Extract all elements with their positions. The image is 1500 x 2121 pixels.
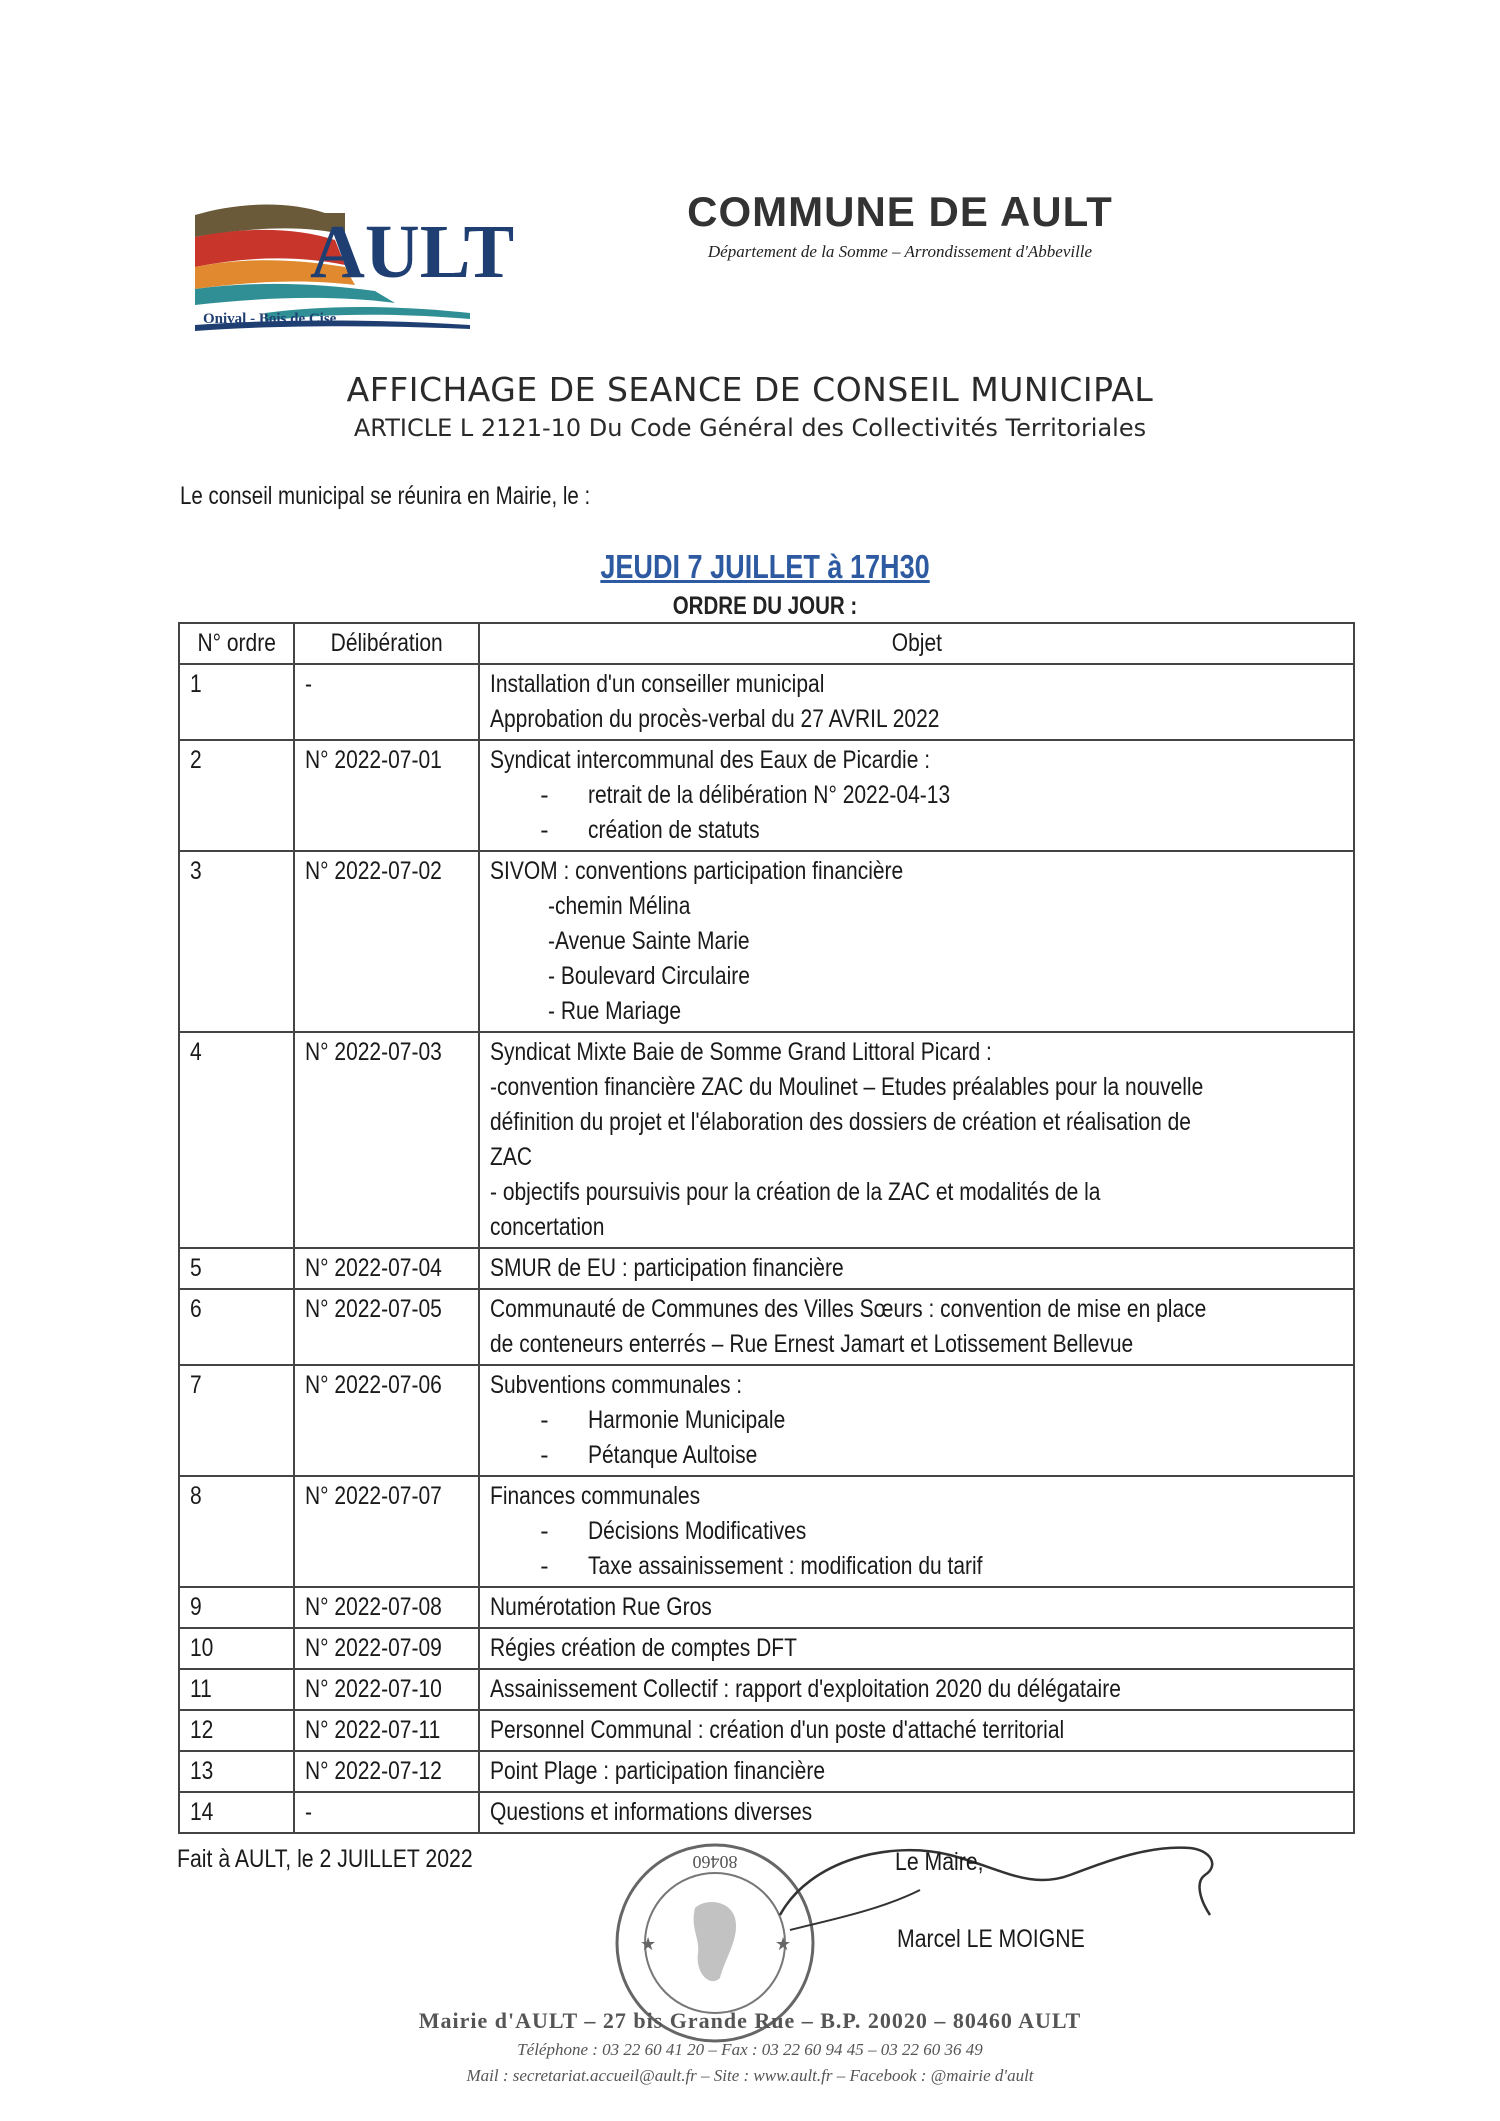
table-header-row <box>179 623 1354 664</box>
table-row <box>179 1289 1354 1365</box>
object-line: SMUR de EU : participation financière <box>490 1254 844 1282</box>
agenda-table <box>178 622 1355 1834</box>
cell-object <box>479 1476 1354 1587</box>
object-line: Point Plage : participation financière <box>490 1757 826 1785</box>
cell-deliberation: N° 2022-07-10 <box>294 1669 479 1710</box>
cell-object <box>479 851 1354 1032</box>
table-row <box>179 1248 1354 1289</box>
table-row <box>179 1032 1354 1248</box>
table-row <box>179 1365 1354 1476</box>
object-line: Régies création de comptes DFT <box>490 1634 798 1662</box>
logo-subtitle: Onival - Bois de Cise <box>203 311 337 327</box>
object-line: - Rue Mariage <box>548 997 682 1025</box>
cell-object <box>479 664 1354 740</box>
object-line: - Décisions Modificatives <box>540 1517 807 1545</box>
object-line: Finances communales <box>490 1482 701 1510</box>
cell-object <box>479 1365 1354 1476</box>
object-line: - création de statuts <box>540 816 760 844</box>
object-line: - Boulevard Circulaire <box>548 962 751 990</box>
cell-number: 5 <box>179 1248 294 1289</box>
cell-number: 7 <box>179 1365 294 1476</box>
cell-number: 11 <box>179 1669 294 1710</box>
cell-number: 3 <box>179 851 294 1032</box>
cell-object <box>479 1289 1354 1365</box>
table-row <box>179 1751 1354 1792</box>
footer-phone: Téléphone : 03 22 60 41 20 – Fax : 03 22 60 94 45 – 03 22 60 36 49 <box>517 2040 983 2059</box>
object-line: ZAC <box>490 1143 533 1171</box>
object-line: SIVOM : conventions participation financière <box>490 857 904 885</box>
cell-object <box>479 1587 1354 1628</box>
cell-object <box>479 740 1354 851</box>
table-row <box>179 1669 1354 1710</box>
cell-object <box>479 1248 1354 1289</box>
object-line: - Harmonie Municipale <box>540 1406 786 1434</box>
intro-text: Le conseil municipal se réunira en Mairie, le : <box>180 482 591 510</box>
object-line: Numérotation Rue Gros <box>490 1593 713 1621</box>
cell-number: 13 <box>179 1751 294 1792</box>
object-line: -chemin Mélina <box>548 892 691 920</box>
footer-contact: Mail : secretariat.accueil@ault.fr – Site : www.ault.fr – Facebook : @mairie d'ault <box>466 2066 1034 2085</box>
meeting-date: JEUDI 7 JUILLET à 17H30 <box>600 548 930 585</box>
stamp-text: 80460 <box>692 1852 738 1872</box>
cell-number: 1 <box>179 664 294 740</box>
object-line: -convention financière ZAC du Moulinet – Etudes préalables pour la nouvelle <box>490 1073 1204 1101</box>
cell-number: 14 <box>179 1792 294 1833</box>
cell-deliberation: - <box>294 1792 479 1833</box>
cell-deliberation: N° 2022-07-07 <box>294 1476 479 1587</box>
header-cell-deliberation: Délibération <box>294 623 479 664</box>
cell-deliberation: N° 2022-07-12 <box>294 1751 479 1792</box>
table-row <box>179 1587 1354 1628</box>
logo-text: AULT <box>310 210 515 294</box>
commune-title: COMMUNE DE AULT <box>687 188 1113 235</box>
document-title: AFFICHAGE DE SEANCE DE CONSEIL MUNICIPAL <box>346 370 1154 409</box>
object-line: - retrait de la délibération N° 2022-04-13 <box>540 781 951 809</box>
object-line: Syndicat Mixte Baie de Somme Grand Littoral Picard : <box>490 1038 993 1066</box>
cell-object <box>479 1032 1354 1248</box>
cell-deliberation: N° 2022-07-06 <box>294 1365 479 1476</box>
object-line: concertation <box>490 1213 605 1241</box>
cell-object <box>479 1669 1354 1710</box>
cell-number: 4 <box>179 1032 294 1248</box>
cell-number: 8 <box>179 1476 294 1587</box>
object-line: Personnel Communal : création d'un poste d'attaché territorial <box>490 1716 1065 1744</box>
agenda-heading: ORDRE DU JOUR : <box>672 592 858 620</box>
header-cell-number: N° ordre <box>179 623 294 664</box>
cell-number: 6 <box>179 1289 294 1365</box>
object-line: - Pétanque Aultoise <box>540 1441 758 1469</box>
svg-text:★: ★ <box>775 1934 792 1954</box>
agenda-body <box>179 664 1354 1833</box>
cell-deliberation: N° 2022-07-05 <box>294 1289 479 1365</box>
cell-object <box>479 1710 1354 1751</box>
document-subtitle: ARTICLE L 2121-10 Du Code Général des Collectivités Territoriales <box>353 414 1147 442</box>
table-row <box>179 664 1354 740</box>
cell-object <box>479 1751 1354 1792</box>
object-line: - objectifs poursuivis pour la création de la ZAC et modalités de la <box>490 1178 1101 1206</box>
object-line: de conteneurs enterrés – Rue Ernest Jamart et Lotissement Bellevue <box>490 1330 1134 1358</box>
object-line: Syndicat intercommunal des Eaux de Picardie : <box>490 746 931 774</box>
cell-number: 9 <box>179 1587 294 1628</box>
object-line: Installation d'un conseiller municipal <box>490 670 825 698</box>
table-row <box>179 1710 1354 1751</box>
object-line: Communauté de Communes des Villes Sœurs : convention de mise en place <box>490 1295 1207 1323</box>
commune-subtitle: Département de la Somme – Arrondissement d'Abbeville <box>707 242 1093 261</box>
table-row <box>179 1476 1354 1587</box>
table-row <box>179 740 1354 851</box>
header-cell-object: Objet <box>479 623 1354 664</box>
cell-number: 10 <box>179 1628 294 1669</box>
svg-text:★: ★ <box>640 1934 657 1954</box>
object-line: -Avenue Sainte Marie <box>548 927 750 955</box>
object-line: Subventions communales : <box>490 1371 743 1399</box>
made-at-line: Fait à AULT, le 2 JUILLET 2022 <box>177 1845 473 1873</box>
cell-deliberation: N° 2022-07-08 <box>294 1587 479 1628</box>
cell-deliberation: N° 2022-07-04 <box>294 1248 479 1289</box>
cell-number: 2 <box>179 740 294 851</box>
cell-deliberation: N° 2022-07-11 <box>294 1710 479 1751</box>
object-line: Approbation du procès-verbal du 27 AVRIL 2022 <box>490 705 940 733</box>
cell-deliberation: N° 2022-07-09 <box>294 1628 479 1669</box>
cell-deliberation: - <box>294 664 479 740</box>
mayor-label: Le Maire, <box>895 1848 984 1876</box>
mayor-name: Marcel LE MOIGNE <box>897 1925 1085 1953</box>
cell-number: 12 <box>179 1710 294 1751</box>
object-line: Assainissement Collectif : rapport d'exploitation 2020 du délégataire <box>490 1675 1122 1703</box>
footer-address: Mairie d'AULT – 27 bis Grande Rue – B.P. 20020 – 80460 AULT <box>418 2008 1082 2033</box>
object-line: définition du projet et l'élaboration des dossiers de création et réalisation de <box>490 1108 1192 1136</box>
cell-deliberation: N° 2022-07-01 <box>294 740 479 851</box>
object-line: - Taxe assainissement : modification du tarif <box>540 1552 983 1580</box>
table-row <box>179 1628 1354 1669</box>
table-row <box>179 851 1354 1032</box>
ault-logo <box>195 195 515 345</box>
object-line: Questions et informations diverses <box>490 1798 813 1826</box>
cell-deliberation: N° 2022-07-03 <box>294 1032 479 1248</box>
cell-object <box>479 1628 1354 1669</box>
cell-deliberation: N° 2022-07-02 <box>294 851 479 1032</box>
